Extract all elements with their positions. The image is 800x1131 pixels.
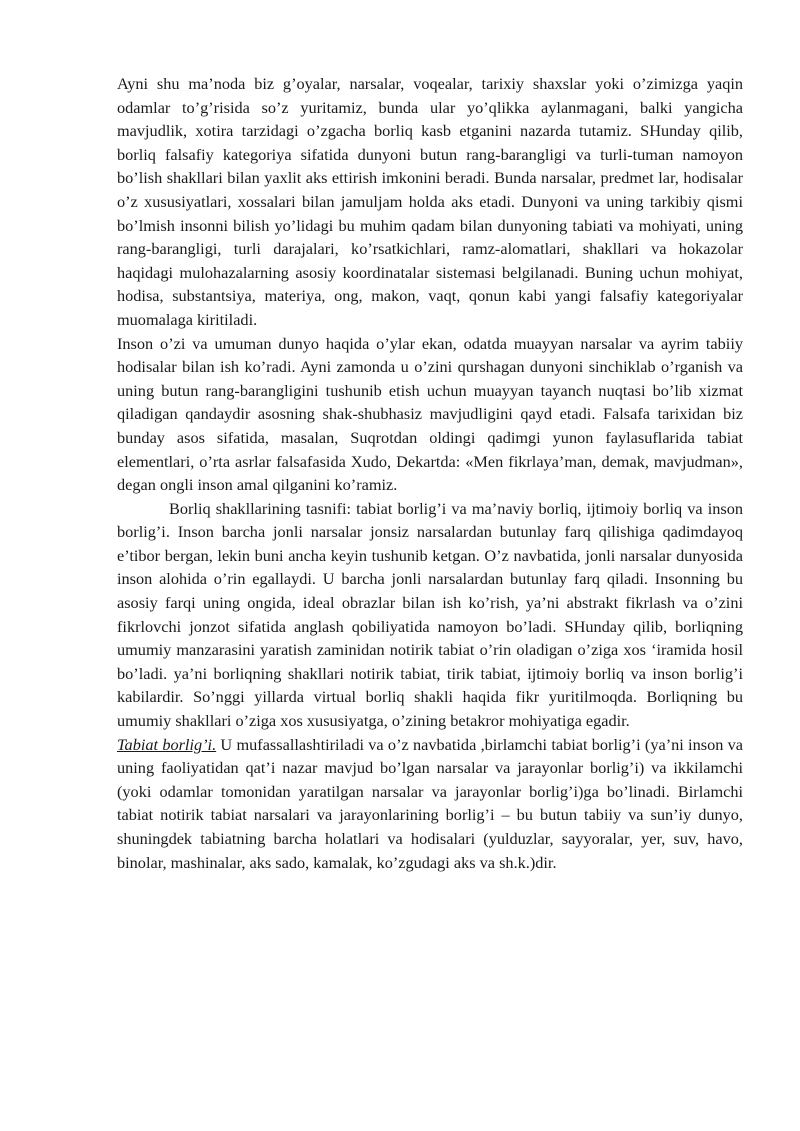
paragraph-borliq-shakllari: Borliq shakllarining tasnifi: tabiat borlig’i va ma’naviy borliq, ijtimoiy borliq va inson borlig’i. Inson barcha jonli narsalar jonsiz narsalardan butunlay farq qilishiga qadimdayoq e’tibor bergan, lekin buni ancha keyin tushunib ketgan. O’z navbatida, jonli narsalar dunyosida inson alohida o’rin egallaydi. U barcha jonli narsalardan butunlay farq qiladi. Insonning bu asosiy farqi uning ongida, ideal obrazlar bilan ish ko’rish, ya’ni abstrakt fikrlash va o’zini fikrlovchi jonzot sifatida anglash qobiliyatida namoyon bo’ladi. SHunday qilib, borliqning umumiy manzarasini yaratish zaminidan notirik tabiat o’rin oladigan o’ziga xos ‘iramida hosil bo’ladi. ya’ni borliqning shakllari notirik tabiat, tirik tabiat, ijtimoiy borliq va inson borlig’i kabilardir. So’nggi yillarda virtual borliq shakli haqida fikr yuritilmoqda. Borliqning bu umumiy shakllari o’ziga xos xususiyatga, o’zining betakror mohiyatiga egadir. bbox=[117, 498, 743, 731]
paragraph-inson-dunyo: Inson o’zi va umuman dunyo haqida o’ylar ekan, odatda muayyan narsalar va ayrim tabiiy hodisalar bilan ish ko’radi. Ayni zamonda u o’zini qurshagan dunyoni sinchiklab o’rganish va uning butun rang-barangligini tushunib etish uchun muayyan tayanch nuqtasi bo’lib xizmat qiladigan qandaydir asosning shak-shubhasiz mavjudligini qayd etadi. Falsafa tarixidan biz bunday asos sifatida, masalan, Suqrotdan oldingi qadimgi yunon faylasuflarida tabiat elementlari, o’rta asrlar falsafasida Xudo, Dekartda: «Men fikrlaya’man, demak, mavjudman», degan ongli inson amal qilganini ko’ramiz. bbox=[117, 333, 743, 495]
paragraph-tabiat-borligi bbox=[117, 733, 743, 875]
paragraph-borliq-kategoriya: Ayni shu ma’noda biz g’oyalar, narsalar, voqealar, tarixiy shaxslar yoki o’zimizga yaqin odamlar to’g’risida so’z yuritamiz, bunda ular yo’qlikka aylanmagani, balki yangicha mavjudlik, xotira tarzidagi o’zgacha borliq kasb etganini nazarda tutamiz. SHunday qilib, borliq falsafiy kategoriya sifatida dunyoni butun rang-barangligi va turli-tuman namoyon bo’lish shakllari bilan yaxlit aks ettirish imkonini beradi. Bunda narsalar, predmet lar, hodisalar o’z xususiyatlari, xossalari bilan jamuljam holda aks etadi. Dunyoni va uning tarkibiy qismi bo’lmish insonni bilish yo’lidagi bu muhim qadam bilan dunyoning tabiati va mohiyati, uning rang-barangligi, turli darajalari, ko’rsatkichlari, ramz-alomatlari, shakllari va hokazolar haqidagi mulohazalarning asosiy koordinatalar sistemasi belgilanadi. Buning uchun mohiyat, hodisa, substantsiya, materiya, ong, makon, vaqt, qonun kabi yangi falsafiy kategoriyalar muomalaga kiritiladi. bbox=[117, 74, 743, 329]
document-page bbox=[117, 72, 743, 874]
paragraph-tabiat-borligi-text: U mufassallashtiriladi va o’z navbatida ,birlamchi tabiat borlig’i (ya’ni inson va uning faoliyatidan qat’i nazar mavjud bo’lgan narsalar va jarayonlar borlig’i) va ikkilamchi (yoki odamlar tomonidan yaratilgan narsalar va jarayonlar borlig’i)ga bo’linadi. Birlamchi tabiat notirik tabiat narsalari va jarayonlarining borlig’i – bu butun tabiiy va sun’iy dunyo, shuningdek tabiatning barcha holatlari va hodisalari (yulduzlar, sayyoralar, yer, suv, havo, binolar, mashinalar, aks sado, kamalak, ko’zgudagi aks va sh.k.)dir. bbox=[117, 734, 743, 872]
term-tabiat-borligi: Tabiat borlig’i. bbox=[117, 734, 217, 754]
